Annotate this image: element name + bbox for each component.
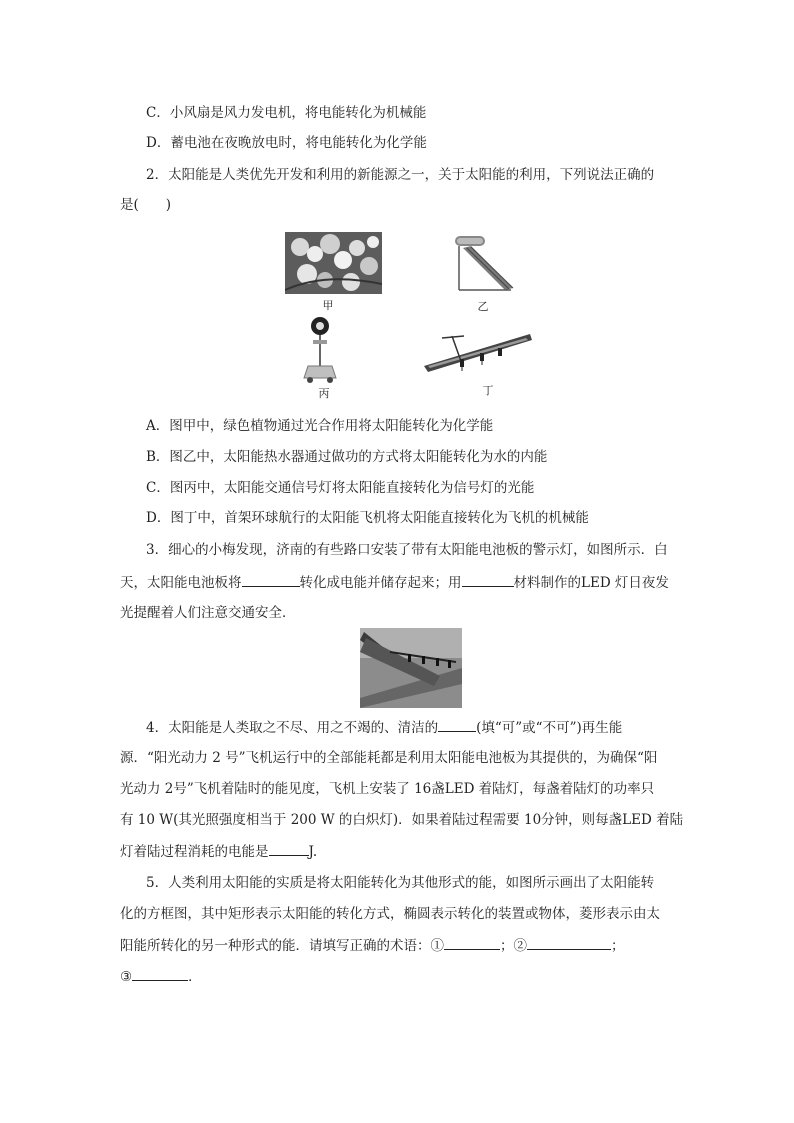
figure-q3-solar-plane-runway xyxy=(360,628,462,708)
q4-line5-part-b: J. xyxy=(308,844,318,860)
q5-line3-part-b: ；② xyxy=(500,938,527,954)
figure-jia-flowers xyxy=(285,232,382,294)
q3-blank-1[interactable] xyxy=(242,572,300,587)
q5-blank-3[interactable] xyxy=(132,966,188,981)
q2-option-c: C．图丙中，太阳能交通信号灯将太阳能直接转化为信号灯的光能 xyxy=(146,480,535,496)
q2-option-a: A．图甲中，绿色植物通过光合作用将太阳能转化为化学能 xyxy=(146,418,494,434)
option-c-previous: C．小风扇是风力发电机，将电能转化为机械能 xyxy=(146,105,427,121)
q5-line4-part-b: ． xyxy=(188,969,202,985)
caption-bing: 丙 xyxy=(318,387,330,400)
q2-option-d: D．图丁中，首架环球航行的太阳能飞机将太阳能直接转化为飞机的机械能 xyxy=(146,510,589,526)
q3-line3: 光提醒着人们注意交通安全． xyxy=(120,605,296,621)
q3-line1: 3．细心的小梅发现，济南的有些路口安装了带有太阳能电池板的警示灯，如图所示．白 xyxy=(146,542,668,558)
q4-line5-part-a: 灯着陆过程消耗的电能是 xyxy=(120,844,269,860)
figure-yi-solar-water-heater xyxy=(449,232,519,296)
q2-stem-line1: 2．太阳能是人类优先开发和利用的新能源之一，关于太阳能的利用，下列说法正确的 xyxy=(146,167,655,183)
caption-yi: 乙 xyxy=(477,300,489,313)
q3-line2-part-b: 转化成电能并储存起来；用 xyxy=(299,575,462,591)
q5-line3-part-c: ； xyxy=(611,938,625,954)
option-d-previous: D．蓄电池在夜晚放电时，将电能转化为化学能 xyxy=(146,135,427,151)
q4-line5 xyxy=(120,841,317,862)
caption-ding: 丁 xyxy=(482,384,494,397)
q5-blank-1[interactable] xyxy=(444,935,500,950)
q5-line4 xyxy=(120,966,202,987)
q4-blank-1[interactable] xyxy=(438,717,476,732)
q5-blank-2[interactable] xyxy=(527,935,611,950)
q4-blank-2[interactable] xyxy=(269,841,309,856)
q2-stem-line2: 是( ) xyxy=(120,197,172,213)
q5-line1: 5．人类利用太阳能的实质是将太阳能转化为其他形式的能，如图所示画出了太阳能转 xyxy=(146,875,655,891)
q3-line2 xyxy=(120,572,669,593)
caption-jia: 甲 xyxy=(322,299,334,312)
q5-line3-part-a: 阳能所转化的另一种形式的能．请填写正确的术语：① xyxy=(120,938,444,954)
q5-line4-part-a: ③ xyxy=(120,969,133,985)
q3-line2-part-a: 天，太阳能电池板将 xyxy=(120,575,242,591)
figure-ding-solar-airplane xyxy=(422,326,532,378)
q4-line3: 光动力 2号”飞机着陆时的能见度，飞机上安装了 16盏LED 着陆灯，每盏着陆灯的功率只 xyxy=(120,781,655,797)
q4-line1 xyxy=(146,717,622,738)
q5-line3 xyxy=(120,935,625,956)
q3-blank-2[interactable] xyxy=(462,572,514,587)
q3-line2-part-c: 材料制作的LED 灯日夜发 xyxy=(513,575,669,591)
q4-line1-part-b: (填“可”或“不可”)再生能 xyxy=(476,720,623,736)
q4-line2: 源．“阳光动力 2 号”飞机运行中的全部能耗都是利用太阳能电池板为其提供的，为确保“阳 xyxy=(120,750,658,766)
figure-bing-traffic-light xyxy=(300,316,340,384)
q4-line4: 有 10 W(其光照强度相当于 200 W 的白炽灯)．如果着陆过程需要 10分钟，则每盏LED 着陆 xyxy=(120,812,684,828)
q2-option-b: B．图乙中，太阳能热水器通过做功的方式将太阳能转化为水的内能 xyxy=(146,449,548,465)
q5-line2: 化的方框图，其中矩形表示太阳能的转化方式，椭圆表示转化的装置或物体，菱形表示由太 xyxy=(120,906,660,922)
q4-line1-part-a: 4．太阳能是人类取之不尽、用之不竭的、清洁的 xyxy=(146,720,439,736)
